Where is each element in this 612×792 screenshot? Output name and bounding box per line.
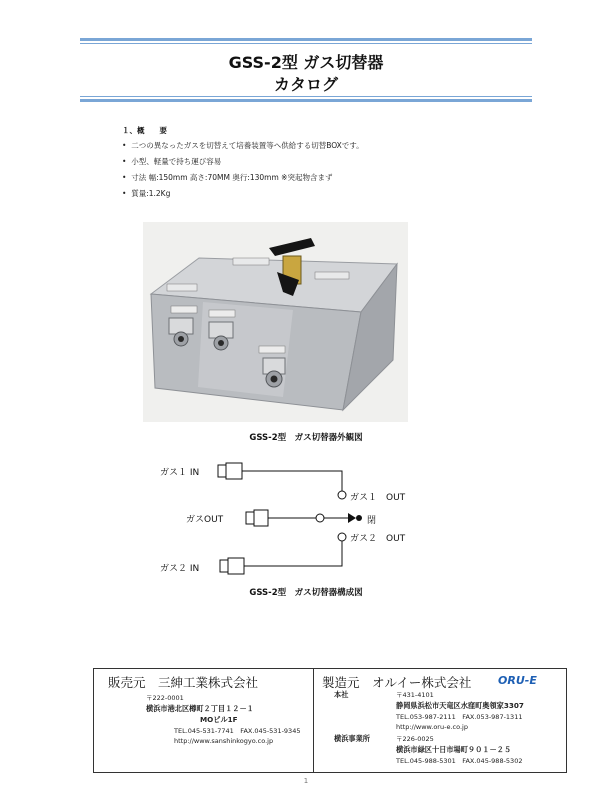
diagram-gas1-in: ガス１ IN <box>160 468 200 478</box>
maker-branch-tel-fax: TEL.045-988-5301 FAX.045-988-5302 <box>396 757 523 765</box>
overview-bullet: • 小型、軽量で持ち運び容易 <box>122 157 222 166</box>
valve-arrow <box>348 513 356 523</box>
gas1-in-connector-a <box>218 465 226 477</box>
photo-caption: GSS-2型 ガス切替器外観図 <box>249 433 363 443</box>
gas-out-connector-a <box>246 512 254 524</box>
maker-hq-tel-fax: TEL.053-987-2111 FAX.053-987-1311 <box>396 713 523 721</box>
maker-branch-postal: 〒226-0025 <box>396 735 434 743</box>
footer-divider <box>313 669 314 772</box>
gas2-out-port <box>338 533 346 541</box>
schematic-diagram <box>0 455 612 585</box>
maker-hq-postal: 〒431-4101 <box>396 691 434 699</box>
overview-bullet: • 二つの異なったガスを切替えて培養装置等へ供給する切替BOXです。 <box>122 141 364 150</box>
header-rule-thin <box>80 43 532 44</box>
seller-tel-fax: TEL.045-531-7741 FAX.045-531-9345 <box>174 727 301 735</box>
overview-bullet: • 寸法 幅:150mm 高さ:70MM 奥行:130mm ※突起物含まず <box>122 173 333 182</box>
overview-bullet: • 質量:1.2Kg <box>122 189 171 198</box>
maker-title: 製造元 オルイー株式会社 <box>322 675 472 690</box>
diagram-gas-out: ガスOUT <box>186 515 224 525</box>
maker-hq-label: 本社 <box>334 690 349 699</box>
seller-address1: 横浜市港北区樽町２丁目１２－１ <box>146 704 254 713</box>
diagram-gas1-out: ガス１ OUT <box>350 493 406 503</box>
gas1-out-port <box>338 491 346 499</box>
diagram-caption: GSS-2型 ガス切替器構成図 <box>249 588 363 598</box>
diagram-gas2-out: ガス２ OUT <box>350 534 406 544</box>
diagram-gas2-in: ガス２ IN <box>160 564 200 574</box>
closed-point <box>356 515 362 521</box>
gas2-in-connector-a <box>220 560 228 572</box>
seller-postal: 〒222-0001 <box>146 694 184 702</box>
valve-pivot <box>316 514 324 522</box>
page-number: 1 <box>303 777 309 785</box>
diagram-closed: 閉 <box>367 516 377 526</box>
maker-branch-label: 横浜事業所 <box>334 734 370 743</box>
overview-heading: １、概 要 <box>122 126 167 135</box>
seller-url[interactable]: http://www.sanshinkogyo.co.jp <box>174 737 274 745</box>
seller-title: 販売元 三紳工業株式会社 <box>108 675 259 690</box>
header-rule-top <box>80 38 532 41</box>
maker-branch-address: 横浜市緑区十日市場町９０１－２５ <box>396 745 512 754</box>
maker-logo: ORU-E <box>498 674 537 687</box>
product-photo <box>143 222 408 422</box>
gas-out-connector-b <box>254 510 268 526</box>
gas2-in-connector-b <box>228 558 244 574</box>
footer-contact-box <box>93 668 567 773</box>
seller-address2: MOビル1F <box>200 715 238 724</box>
header-rule-bottom <box>80 99 532 102</box>
page-title: GSS-2型 ガス切替器 <box>228 53 384 72</box>
header-rule-bottom-thin <box>80 96 532 97</box>
gas1-in-connector-b <box>226 463 242 479</box>
maker-hq-url[interactable]: http://www.oru-e.co.jp <box>396 723 468 731</box>
maker-hq-address: 静岡県浜松市天竜区水窪町奥領家3307 <box>396 701 524 710</box>
page-subtitle: カタログ <box>273 75 338 94</box>
